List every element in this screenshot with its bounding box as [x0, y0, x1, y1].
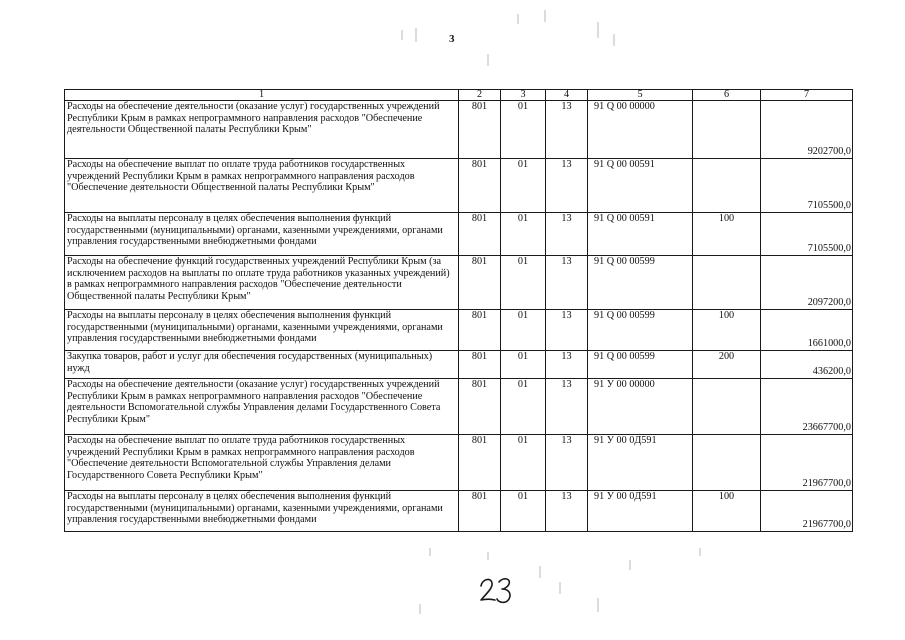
row-description: Расходы на обеспечение выплат по оплате труда работников государственных учреждений Республики Крым в рамках непрограммного направления расходов "Обеспечение деятельности Вспомогательной службы Управления делами Государственного Совета Республики Крым": [65, 435, 459, 491]
row-ministry: 801: [459, 256, 501, 310]
row-section: 01: [501, 435, 546, 491]
col-header-3: 3: [501, 90, 546, 101]
row-expense-type: [693, 256, 761, 310]
row-section: 01: [501, 256, 546, 310]
row-expense-type: [693, 101, 761, 159]
row-description: Расходы на обеспечение выплат по оплате труда работников государственных учреждений Республики Крым в рамках непрограммного направления расходов "Обеспечение деятельности Общественной палаты Республики Крым": [65, 159, 459, 213]
row-ministry: 801: [459, 379, 501, 435]
row-section: 01: [501, 379, 546, 435]
row-description: Расходы на обеспечение деятельности (оказание услуг) государственных учреждений Республики Крым в рамках непрограммного направления расходов "Обеспечение деятельности Общественной палаты Республики Крым": [65, 101, 459, 159]
row-target-article: 91 У 00 0Д591: [588, 491, 693, 532]
row-expense-type: 200: [693, 351, 761, 379]
row-amount: 21967700,0: [761, 435, 853, 491]
table-row: [65, 159, 853, 213]
table-row: [65, 379, 853, 435]
row-amount: 2097200,0: [761, 256, 853, 310]
row-subsection: 13: [546, 159, 588, 213]
row-expense-type: 100: [693, 491, 761, 532]
row-section: 01: [501, 213, 546, 256]
row-ministry: 801: [459, 101, 501, 159]
row-section: 01: [501, 101, 546, 159]
table-row: [65, 256, 853, 310]
row-ministry: 801: [459, 310, 501, 351]
row-target-article: 91 Q 00 00599: [588, 351, 693, 379]
col-header-2: 2: [459, 90, 501, 101]
row-expense-type: [693, 435, 761, 491]
row-target-article: 91 У 00 00000: [588, 379, 693, 435]
row-description: Закупка товаров, работ и услуг для обеспечения государственных (муниципальных) нужд: [65, 351, 459, 379]
row-subsection: 13: [546, 310, 588, 351]
row-amount: 7105500,0: [761, 159, 853, 213]
row-target-article: 91 Q 00 00599: [588, 310, 693, 351]
row-expense-type: [693, 159, 761, 213]
row-target-article: 91 Q 00 00591: [588, 159, 693, 213]
table-header: [65, 90, 853, 101]
handwritten-page-mark: [478, 574, 518, 608]
table-row: [65, 351, 853, 379]
col-header-1: 1: [65, 90, 459, 101]
row-amount: 9202700,0: [761, 101, 853, 159]
row-amount: 436200,0: [761, 351, 853, 379]
row-amount: 7105500,0: [761, 213, 853, 256]
row-target-article: 91 Q 00 00591: [588, 213, 693, 256]
row-subsection: 13: [546, 213, 588, 256]
row-subsection: 13: [546, 435, 588, 491]
row-section: 01: [501, 491, 546, 532]
row-ministry: 801: [459, 491, 501, 532]
row-ministry: 801: [459, 159, 501, 213]
row-description: Расходы на обеспечение функций государственных учреждений Республики Крым (за исключением расходов на выплаты по оплате труда работников указанных учреждений) в рамках непрограммного направления расходов "Обеспечение деятельности Общественной палаты Республики Крым": [65, 256, 459, 310]
row-section: 01: [501, 310, 546, 351]
table-row: [65, 101, 853, 159]
col-header-7: 7: [761, 90, 853, 101]
row-subsection: 13: [546, 101, 588, 159]
budget-table: [64, 89, 853, 532]
table-row: [65, 491, 853, 532]
row-ministry: 801: [459, 435, 501, 491]
row-description: Расходы на обеспечение деятельности (оказание услуг) государственных учреждений Республики Крым в рамках непрограммного направления расходов "Обеспечение деятельности Вспомогательной службы Управления делами Государственного Совета Республики Крым": [65, 379, 459, 435]
row-expense-type: [693, 379, 761, 435]
row-section: 01: [501, 159, 546, 213]
row-amount: 1661000,0: [761, 310, 853, 351]
col-header-5: 5: [588, 90, 693, 101]
row-ministry: 801: [459, 351, 501, 379]
row-expense-type: 100: [693, 213, 761, 256]
row-subsection: 13: [546, 491, 588, 532]
row-expense-type: 100: [693, 310, 761, 351]
page-number: 3: [449, 33, 455, 45]
table-body: [65, 101, 853, 532]
row-amount: 21967700,0: [761, 491, 853, 532]
table-row: [65, 310, 853, 351]
row-target-article: 91 У 00 0Д591: [588, 435, 693, 491]
row-amount: 23667700,0: [761, 379, 853, 435]
table-row: [65, 435, 853, 491]
row-description: Расходы на выплаты персоналу в целях обеспечения выполнения функций государственными (муниципальными) органами, казенными учреждениями, органами управления государственными внебюджетными фондами: [65, 491, 459, 532]
row-target-article: 91 Q 00 00599: [588, 256, 693, 310]
row-target-article: 91 Q 00 00000: [588, 101, 693, 159]
col-header-6: 6: [693, 90, 761, 101]
row-description: Расходы на выплаты персоналу в целях обеспечения выполнения функций государственными (муниципальными) органами, казенными учреждениями, органами управления государственными внебюджетными фондами: [65, 213, 459, 256]
col-header-4: 4: [546, 90, 588, 101]
row-subsection: 13: [546, 351, 588, 379]
header-row: [65, 90, 853, 101]
row-description: Расходы на выплаты персоналу в целях обеспечения выполнения функций государственными (муниципальными) органами, казенными учреждениями, органами управления государственными внебюджетными фондами: [65, 310, 459, 351]
row-ministry: 801: [459, 213, 501, 256]
table-row: [65, 213, 853, 256]
row-subsection: 13: [546, 379, 588, 435]
row-section: 01: [501, 351, 546, 379]
row-subsection: 13: [546, 256, 588, 310]
